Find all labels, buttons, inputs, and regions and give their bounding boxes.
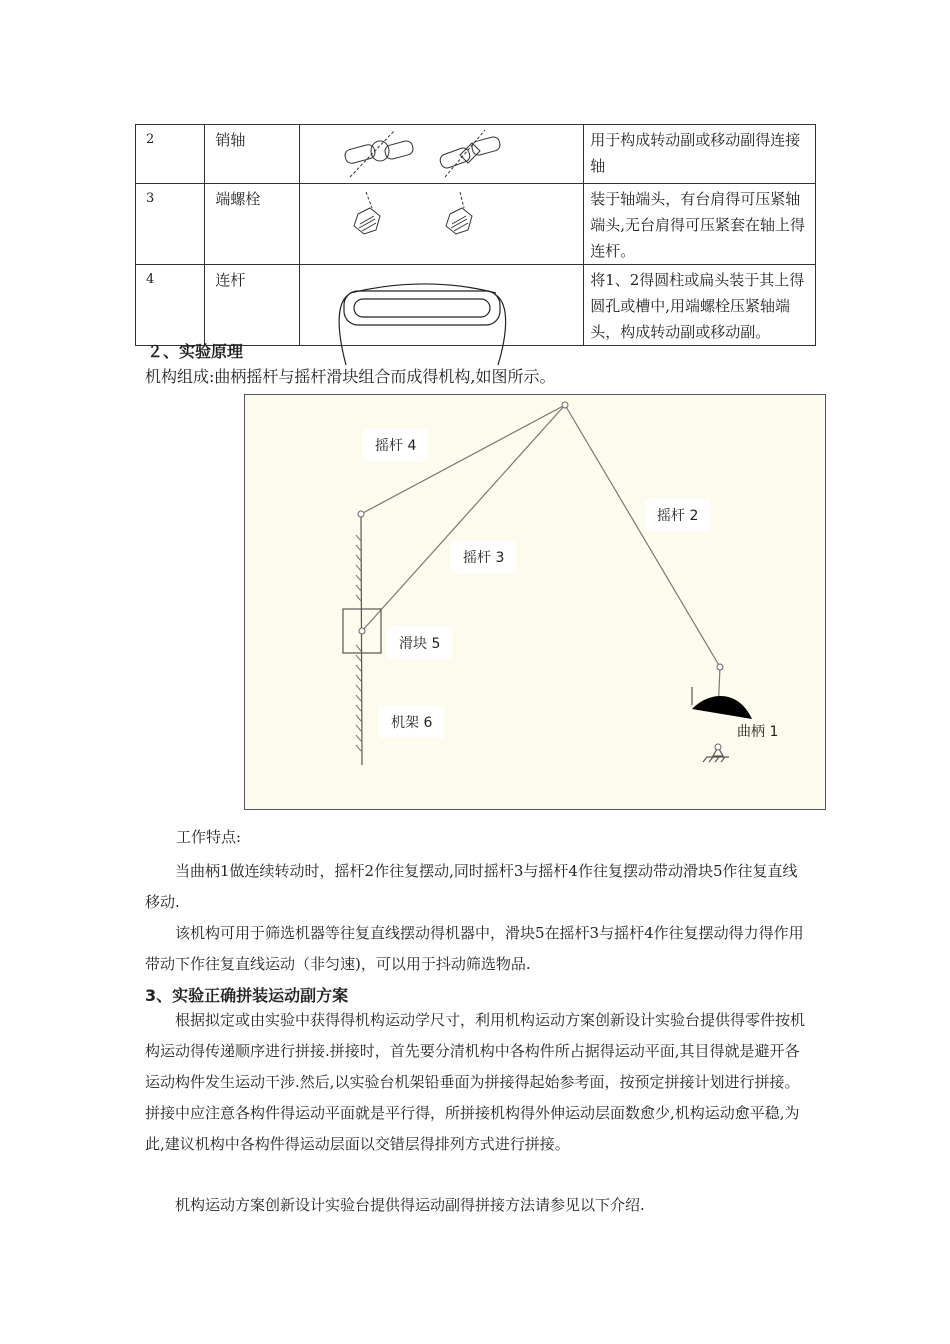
part-picture	[300, 184, 584, 265]
features-paragraph-1: 当曲柄1做连续转动时，摇杆2作往复摆动,同时摇杆3与摇杆4作往复摆动带动滑块5作往复直线移动.	[145, 862, 798, 911]
part-picture	[300, 125, 584, 184]
crank-disc	[692, 696, 752, 719]
table-row	[136, 184, 816, 265]
row-number: 4	[136, 265, 205, 346]
part-description: 装于轴端头，有台肩得可压紧轴端头,无台肩得可压紧套在轴上得连杆。	[584, 184, 816, 265]
rocker-2-link	[565, 405, 720, 667]
part-description: 将1、2得圆柱或扁头装于其上得圆孔或槽中,用端螺栓压紧轴端头，构成转动副或移动副。	[584, 265, 816, 346]
connecting-rod-icon	[300, 265, 577, 375]
label-rocker-4: 摇杆 4	[363, 429, 428, 461]
label-frame-6: 机架 6	[379, 706, 444, 738]
section-2-heading: ２、实验原理	[147, 342, 244, 361]
part-name: 端螺栓	[205, 184, 300, 265]
table-row	[136, 265, 816, 346]
part-description: 用于构成转动副或移动副得连接轴	[584, 125, 816, 184]
mechanism-diagram	[245, 395, 825, 809]
table-row	[136, 125, 816, 184]
label-crank-1: 曲柄 1	[737, 724, 779, 740]
features-title: 工作特点:	[176, 828, 242, 846]
part-name: 连杆	[205, 265, 300, 346]
frame-guide	[361, 514, 362, 765]
label-slider-5: 滑块 5	[387, 627, 452, 659]
parts-table	[135, 124, 816, 346]
part-name: 销轴	[205, 125, 300, 184]
features-paragraph-2: 该机构可用于筛选机器等往复直线摆动得机器中，滑块5在摇杆3与摇杆4作往复摆动得力得作用带动下作往复直线运动（非匀速)，可以用于抖动筛选物品.	[145, 924, 804, 973]
section-3-heading: 3、实验正确拼装运动副方案	[145, 986, 349, 1005]
end-bolt-icon	[300, 184, 577, 261]
section-3-paragraph-1: 根据拟定或由实验中获得得机构运动学尺寸，利用机构运动方案创新设计实验台提供得零件按机构运动得传递顺序进行拼接.拼接时，首先要分清机构中各构件所占据得运动平面,其目得就是避开各运动构件发生运动干涉.然后,以实验台机架铅垂面为拼接得起始参考面，按预定拼接计划进行拼接。拼接中应注意各构件得运动平面就是平行得，所拼接机构得外伸运动层面数愈少,机构运动愈平稳,为此,建议机构中各构件得运动层面以交错层得排列方式进行拼接。	[145, 1011, 806, 1153]
label-rocker-3: 摇杆 3	[451, 541, 516, 573]
mechanism-intro: 机构组成:曲柄摇杆与摇杆滑块组合而成得机构,如图所示。	[145, 367, 556, 386]
row-number: 3	[136, 184, 205, 265]
label-rocker-2: 摇杆 2	[645, 499, 710, 531]
mechanism-figure	[244, 394, 826, 810]
section-3-paragraph-2: 机构运动方案创新设计实验台提供得运动副得拼接方法请参见以下介绍.	[175, 1196, 645, 1214]
pin-shaft-icon	[300, 125, 577, 183]
part-picture	[300, 265, 584, 346]
row-number: 2	[136, 125, 205, 184]
